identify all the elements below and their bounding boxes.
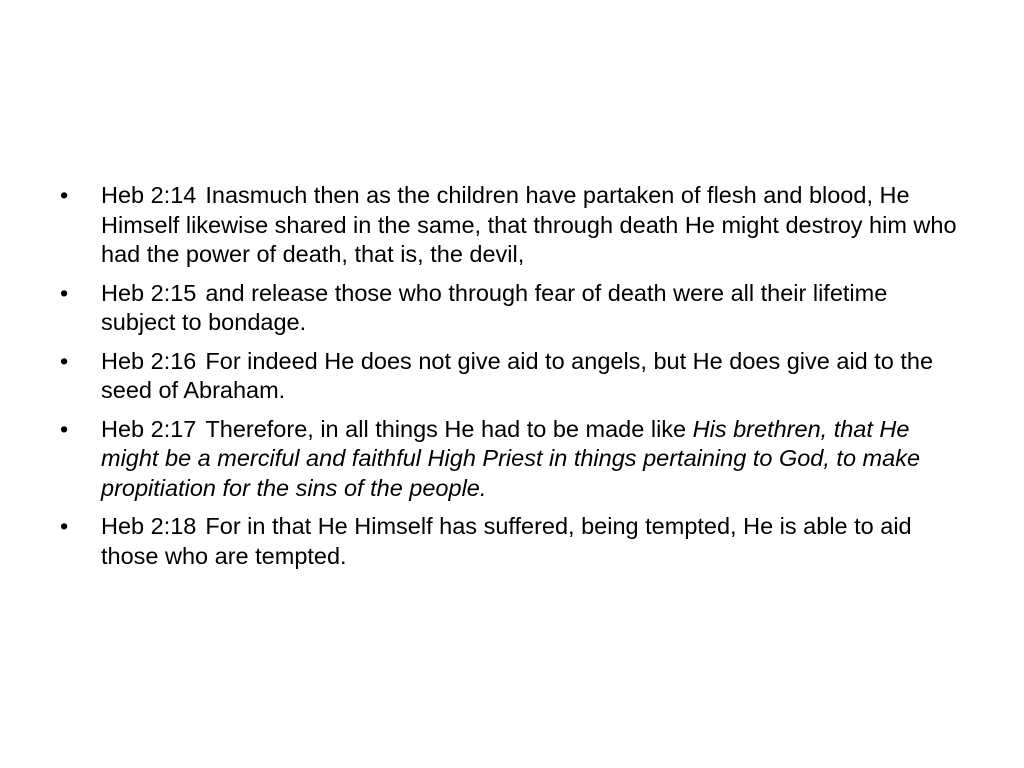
verse-list [60, 181, 960, 580]
verse-text: Therefore, in all things He had to be made like [205, 415, 693, 442]
list-item [60, 347, 960, 406]
verse-reference: Heb 2:16 [101, 347, 197, 374]
verse-text: and release those who through fear of death were all their lifetime subject to bondage. [101, 279, 888, 335]
verse-text: For in that He Himself has suffered, being tempted, He is able to aid those who are tempted. [101, 513, 912, 569]
bullet-icon: • [60, 415, 69, 442]
list-item [60, 415, 960, 504]
verse-reference: Heb 2:15 [101, 279, 197, 306]
verse-reference: Heb 2:14 [101, 182, 197, 208]
verse-italic-text: His brethren, that He might be a merciful and faithful High Priest in things pertaining to God, to make propitiation for the sins of the people. [101, 415, 921, 501]
verse-reference: Heb 2:17 [101, 415, 197, 442]
bullet-icon: • [60, 347, 69, 374]
list-item [60, 512, 960, 571]
bullet-icon: • [60, 182, 69, 208]
verse-text: Inasmuch then as the children have partaken of flesh and blood, He Himself likewise shared in the same, that through death He might destroy him who had the power of death, that is, the devil, [101, 182, 957, 267]
verse-reference: Heb 2:18 [101, 513, 197, 539]
list-item [60, 181, 960, 270]
bullet-icon: • [60, 513, 69, 539]
list-item [60, 279, 960, 338]
verse-text: For indeed He does not give aid to angels, but He does give aid to the seed of Abraham. [101, 347, 934, 403]
bullet-icon: • [60, 279, 69, 306]
